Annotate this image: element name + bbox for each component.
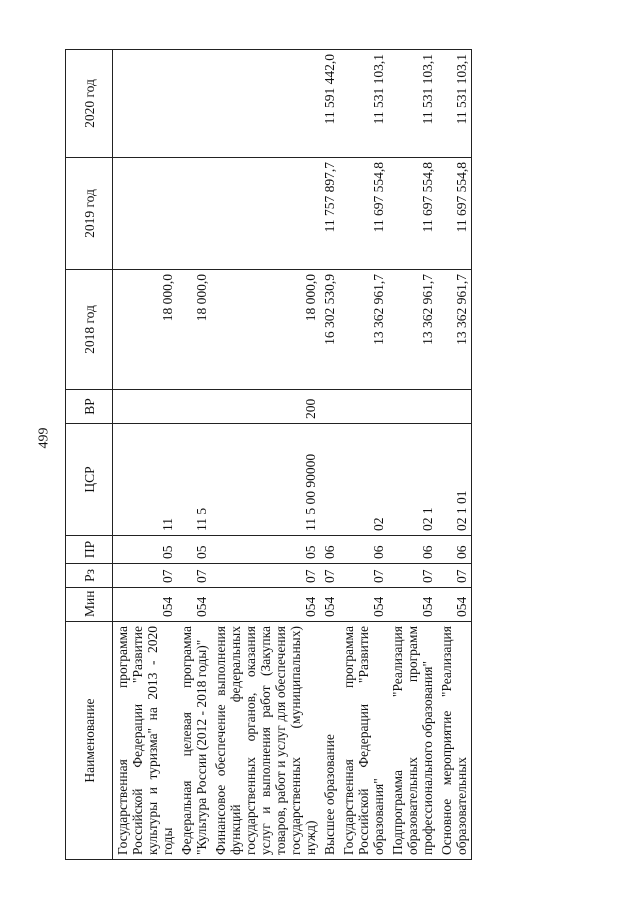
header-2019: 2019 год: [66, 158, 113, 270]
header-2020: 2020 год: [66, 50, 113, 158]
row-rz: 07: [339, 564, 388, 588]
row-min: 054: [177, 588, 211, 622]
row-2018: 16 302 530,9: [320, 270, 339, 390]
row-csr: 02 1 01: [437, 424, 472, 536]
row-min: 054: [113, 588, 178, 622]
header-csr: ЦСР: [66, 424, 113, 536]
row-rz: 07: [177, 564, 211, 588]
row-vr: [339, 390, 388, 424]
table-row: [320, 50, 339, 860]
row-2018: 13 362 961,7: [339, 270, 388, 390]
table-row: [211, 50, 320, 860]
row-name: Высшее образование: [320, 622, 339, 860]
row-rz: 07: [437, 564, 472, 588]
row-vr: [177, 390, 211, 424]
row-min: 054: [339, 588, 388, 622]
row-min: 054: [388, 588, 437, 622]
row-name: Государственная программа Российской Федерации "Развитие культуры и туризма" на 2013 - 2020 годы: [113, 622, 178, 860]
row-2020: 11 531 103,1: [388, 50, 437, 158]
row-min: 054: [437, 588, 472, 622]
row-pr: 06: [388, 536, 437, 564]
row-vr: [320, 390, 339, 424]
row-name: Государственная программа Российской Федерации "Развитие образования": [339, 622, 388, 860]
row-pr: 06: [437, 536, 472, 564]
row-pr: 06: [320, 536, 339, 564]
row-2020: 11 531 103,1: [339, 50, 388, 158]
header-pr: ПР: [66, 536, 113, 564]
row-csr: 11 5 00 90000: [211, 424, 320, 536]
row-csr: 02 1: [388, 424, 437, 536]
budget-table: [65, 49, 472, 860]
row-2019: 11 697 554,8: [339, 158, 388, 270]
row-name: Подпрограмма "Реализация образовательных программ профессионального образования": [388, 622, 437, 860]
row-vr: [437, 390, 472, 424]
row-2019: 11 697 554,8: [437, 158, 472, 270]
row-2019: 11 757 897,7: [320, 158, 339, 270]
row-2019: [211, 158, 320, 270]
page-number: 499: [36, 427, 52, 449]
row-min: 054: [211, 588, 320, 622]
row-name: Финансовое обеспечение выполнения функций федеральных государственных органов, оказания услуг и выполнения работ (Закупка товаров, работ и услуг для обеспечения государственных (муниципальных) нужд): [211, 622, 320, 860]
row-2018: 18 000,0: [113, 270, 178, 390]
row-name: Федеральная целевая программа "Культура России (2012 - 2018 годы)": [177, 622, 211, 860]
row-2020: [177, 50, 211, 158]
header-rz: Рз: [66, 564, 113, 588]
row-vr: 200: [211, 390, 320, 424]
row-pr: 06: [339, 536, 388, 564]
row-name: Основное мероприятие "Реализация образовательных: [437, 622, 472, 860]
row-2020: [113, 50, 178, 158]
row-2019: [177, 158, 211, 270]
row-2020: 11 591 442,0: [320, 50, 339, 158]
row-vr: [113, 390, 178, 424]
table-row: [339, 50, 388, 860]
table-row: [388, 50, 437, 860]
table-header-row: [66, 50, 113, 860]
row-rz: 07: [320, 564, 339, 588]
row-pr: 05: [113, 536, 178, 564]
row-csr: [320, 424, 339, 536]
row-rz: 07: [211, 564, 320, 588]
row-2018: 13 362 961,7: [388, 270, 437, 390]
row-2019: [113, 158, 178, 270]
table-row: [177, 50, 211, 860]
table-row: [113, 50, 178, 860]
row-csr: 02: [339, 424, 388, 536]
row-pr: 05: [177, 536, 211, 564]
row-vr: [388, 390, 437, 424]
row-2019: 11 697 554,8: [388, 158, 437, 270]
row-2020: [211, 50, 320, 158]
row-2018: 13 362 961,7: [437, 270, 472, 390]
header-vr: ВР: [66, 390, 113, 424]
table-row: [437, 50, 472, 860]
header-name: Наименование: [66, 622, 113, 860]
row-csr: 11: [113, 424, 178, 536]
row-csr: 11 5: [177, 424, 211, 536]
row-rz: 07: [113, 564, 178, 588]
header-min: Мин: [66, 588, 113, 622]
row-2020: 11 531 103,1: [437, 50, 472, 158]
row-2018: 18 000,0: [177, 270, 211, 390]
header-2018: 2018 год: [66, 270, 113, 390]
row-rz: 07: [388, 564, 437, 588]
row-min: 054: [320, 588, 339, 622]
row-pr: 05: [211, 536, 320, 564]
row-2018: 18 000,0: [211, 270, 320, 390]
